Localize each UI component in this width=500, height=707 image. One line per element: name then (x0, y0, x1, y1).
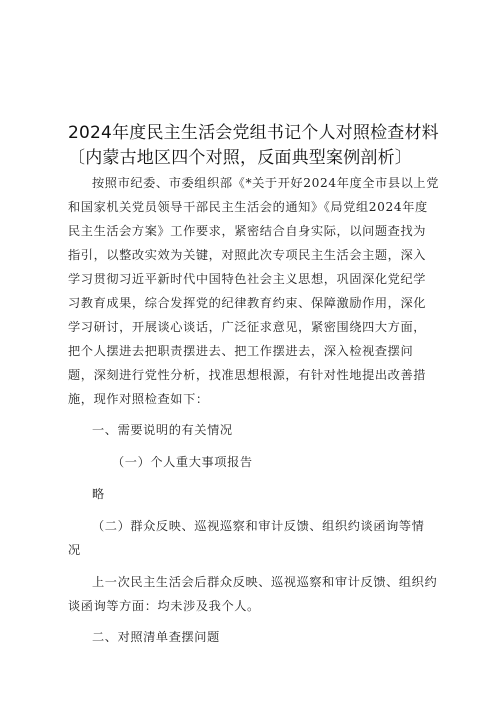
subsection-1-heading: （一）个人重大事项报告 (112, 455, 253, 469)
subsection-1-text: 略 (92, 487, 105, 501)
document-title-line-1: 2024年度民主生活会党组书记个人对照检查材料 (68, 123, 439, 143)
subsection-2-text-line-2: 谈函询等方面：均未涉及我个人。 (68, 599, 260, 613)
body-line-1: 按照市纪委、市委组织部《*关于开好2024年度全市县以上党 (92, 176, 440, 190)
body-line-3: 民主生活会方案》工作要求，紧密结合自身实际，以问题查找为 (68, 224, 427, 238)
body-line-2: 和国家机关党员领导干部民主生活会的通知》《局党组2024年度 (68, 200, 428, 214)
subsection-2-text-line-1: 上一次民主生活会后群众反映、巡视巡察和审计反馈、组织约 (92, 575, 438, 589)
body-line-6: 习教育成果，综合发挥党的纪律教育约束、保障激励作用，深化 (68, 296, 427, 310)
document-title-line-2: 〔内蒙古地区四个对照，反面典型案例剖析〕 (68, 148, 412, 168)
body-line-4: 指引，以整改实效为关键，对照此次专项民主生活会主题，深入 (68, 248, 427, 262)
subsection-2-heading-line-1: （二）群众反映、巡视巡察和审计反馈、组织约谈函询等情 (92, 519, 425, 533)
body-line-7: 学习研讨，开展谈心谈话，广泛征求意见，紧密围绕四大方面， (68, 320, 427, 334)
body-line-8: 把个人摆进去把职责摆进去、把工作摆进去，深入检视查摆问 (68, 344, 414, 358)
section-1-heading: 一、需要说明的有关情况 (92, 423, 233, 437)
subsection-2-heading-line-2: 况 (68, 543, 81, 557)
body-line-5: 学习贯彻习近平新时代中国特色社会主义思想，巩固深化党纪学 (68, 272, 427, 286)
body-line-9: 题，深刻进行党性分析，找准思想根源，有针对性地提出改善措 (68, 368, 427, 382)
section-2-heading: 二、对照清单查摆问题 (92, 630, 220, 644)
body-line-10: 施，现作对照检查如下： (68, 392, 209, 406)
